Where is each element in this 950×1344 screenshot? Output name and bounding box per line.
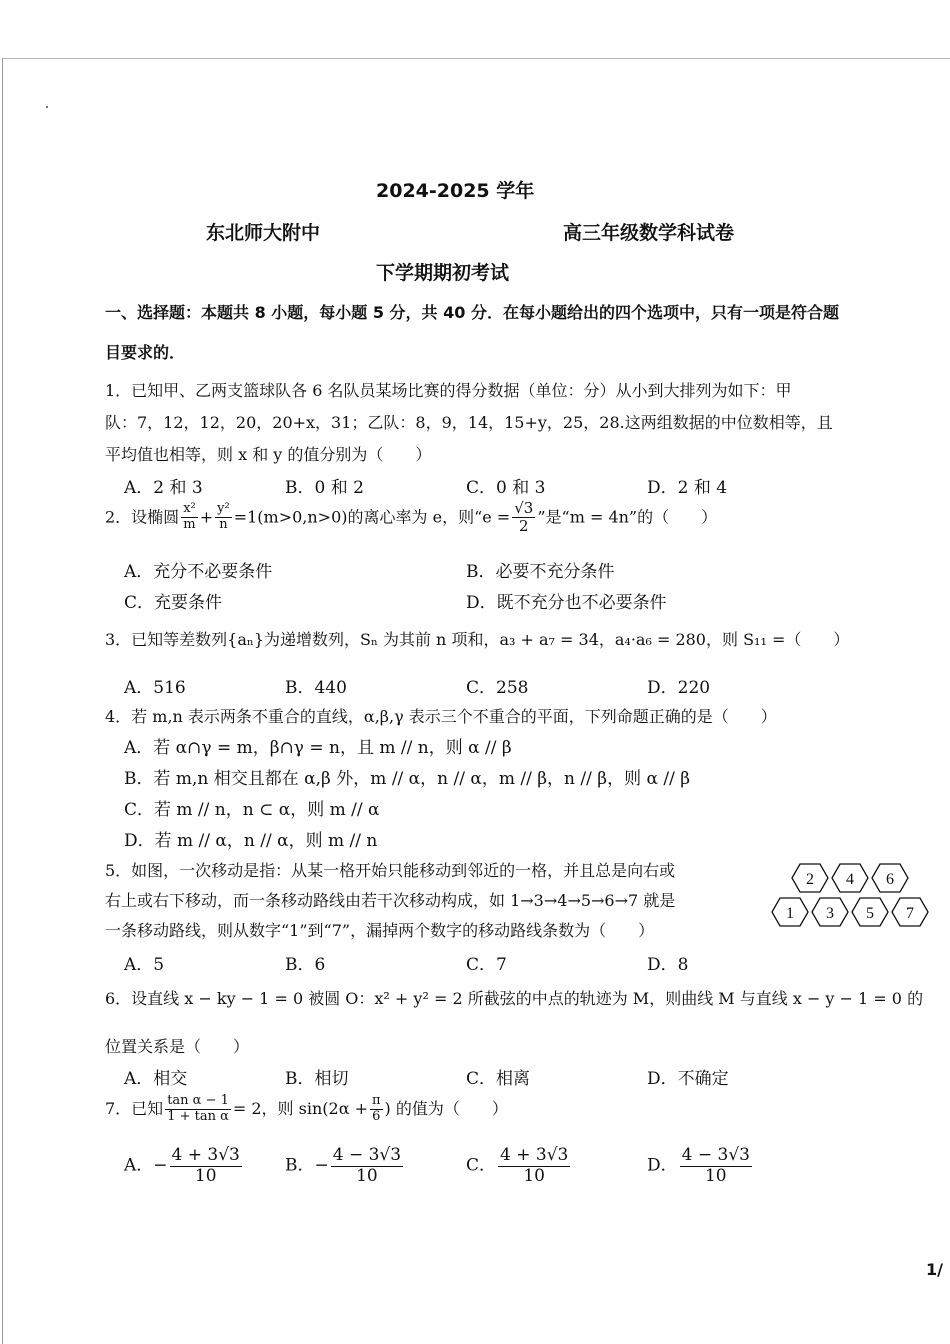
q7-option-b-sign: − <box>314 1155 329 1176</box>
q5-stem-line1: 5．如图，一次移动是指：从某一格开始只能移动到邻近的一格，并且总是向右或 <box>105 861 676 880</box>
q2-option-a[interactable]: A．充分不必要条件 <box>124 562 273 582</box>
q7-option-d-denominator: 10 <box>704 1165 727 1186</box>
q3-option-d[interactable]: D．220 <box>647 678 711 698</box>
q7-option-c-label: C． <box>466 1155 497 1176</box>
q7-option-b-denominator: 10 <box>356 1165 378 1186</box>
q1-option-d[interactable]: D．2 和 4 <box>647 478 728 498</box>
hex-label-5: 5 <box>866 905 874 922</box>
q2-y2: y² <box>217 501 230 517</box>
q1-option-a[interactable]: A．2 和 3 <box>124 478 203 498</box>
q7-option-a[interactable] <box>124 1146 244 1186</box>
q2-n: n <box>219 517 228 533</box>
scan-speck <box>46 106 48 108</box>
top-margin <box>0 0 950 58</box>
q7-tan-numerator: tan α − 1 <box>167 1093 229 1108</box>
q7-option-a-denominator: 10 <box>194 1165 217 1186</box>
q5-stem-line3: 一条移动路线，则从数字“1”到“7”，漏掉两个数字的移动路线条数为（ ） <box>105 921 655 940</box>
q5-option-d[interactable]: D．8 <box>647 955 689 975</box>
q3-option-c[interactable]: C．258 <box>466 678 529 698</box>
q6-option-b[interactable]: B．相切 <box>285 1069 349 1089</box>
q5-option-c[interactable]: C．7 <box>466 955 507 975</box>
q2-fraction-y <box>215 502 232 533</box>
q7-stem-intro: 7．已知 <box>105 1098 164 1118</box>
q7-option-b-fraction <box>331 1146 403 1186</box>
q7-option-d-fraction <box>680 1146 752 1186</box>
q1-stem-line1: 1．已知甲、乙两支篮球队各 6 名队员某场比赛的得分数据（单位：分）从小到大排列为如下：甲 <box>105 381 792 400</box>
q7-option-a-sign: − <box>153 1155 168 1176</box>
exam-term: 下学期期初考试 <box>376 262 510 284</box>
q6-option-a[interactable]: A．相交 <box>124 1069 188 1089</box>
q7-option-b[interactable] <box>285 1146 405 1186</box>
q3-stem: 3．已知等差数列{aₙ}为递增数列，Sₙ 为其前 n 项和，a₃ + a₇ = 34，a₄·a₆ = 280，则 S₁₁ =（ ） <box>105 630 850 649</box>
exam-year: 2024-2025 学年 <box>376 180 535 202</box>
q2-two: 2 <box>519 517 529 536</box>
q2-stem-intro: 2．设椭圆 <box>105 507 180 527</box>
q2-stem-tail: ”是“m = 4n”的（ ） <box>537 507 718 527</box>
q1-stem-line2: 队：7，12，12，20，20+x，31；乙队：8，9，14，15+y，25，28.这两组数据的中位数相等，且 <box>105 413 833 432</box>
q7-six: 6 <box>372 1108 381 1124</box>
q7-option-c-fraction <box>498 1146 570 1186</box>
q7-stem-tail: ) 的值为（ ） <box>384 1098 508 1118</box>
q7-option-a-label: A． <box>124 1155 154 1176</box>
q7-pi: π <box>372 1093 381 1108</box>
q7-option-d[interactable] <box>647 1146 754 1186</box>
q4-option-b[interactable]: B．若 m,n 相交且都在 α,β 外，m // α，n // α，m // β，n // β，则 α // β <box>124 769 691 789</box>
q7-tan-denominator: 1 + tan α <box>167 1108 229 1124</box>
q1-option-c[interactable]: C．0 和 3 <box>466 478 546 498</box>
q6-stem-line1: 6．设直线 x − ky − 1 = 0 被圆 O：x² + y² = 2 所截弦的中点的轨迹为 M，则曲线 M 与直线 x − y − 1 = 0 的 <box>105 989 924 1008</box>
hex-label-1: 1 <box>786 905 794 922</box>
q2-fraction-x <box>181 502 198 533</box>
q5-option-a[interactable]: A．5 <box>124 955 165 975</box>
hex-label-4: 4 <box>846 871 854 888</box>
q2-m: m <box>183 517 196 533</box>
q4-option-c[interactable]: C．若 m // n，n ⊂ α，则 m // α <box>124 800 380 820</box>
q7-option-b-label: B． <box>285 1155 315 1176</box>
school-name: 东北师大附中 <box>206 222 321 244</box>
q3-option-b[interactable]: B．440 <box>285 678 347 698</box>
q7-option-b-numerator: 4 − 3√3 <box>332 1145 402 1165</box>
q3-option-a[interactable]: A．516 <box>124 678 186 698</box>
q7-option-c[interactable] <box>466 1146 572 1186</box>
hex-label-6: 6 <box>886 871 894 888</box>
q7-option-a-fraction <box>170 1146 242 1186</box>
q2-stem <box>105 500 717 536</box>
q1-option-b[interactable]: B．0 和 2 <box>285 478 364 498</box>
q2-fraction-e <box>512 500 535 536</box>
exam-subject: 高三年级数学科试卷 <box>563 222 735 244</box>
q4-option-a[interactable]: A．若 α∩γ = m，β∩γ = n，且 m // n，则 α // β <box>124 738 512 758</box>
hex-label-7: 7 <box>906 905 914 922</box>
q7-option-d-numerator: 4 − 3√3 <box>681 1145 750 1165</box>
page-number: 1/ <box>926 1260 943 1279</box>
q6-stem-line2: 位置关系是（ ） <box>105 1037 250 1056</box>
hex-label-2: 2 <box>806 871 814 888</box>
hex-label-3: 3 <box>826 905 834 922</box>
q2-sqrt3: √3 <box>514 499 534 517</box>
section-heading: 一、选择题：本题共 8 小题，每小题 5 分，共 40 分．在每小题给出的四个选项中，只有一项是符合题 <box>105 303 839 322</box>
q7-stem-mid: = 2，则 sin(2α + <box>232 1098 368 1118</box>
q7-option-d-label: D． <box>647 1155 678 1176</box>
q2-option-d[interactable]: D．既不充分也不必要条件 <box>466 593 667 613</box>
q4-option-d[interactable]: D．若 m // α，n // α，则 m // n <box>124 831 378 851</box>
q2-plus: + <box>199 507 214 527</box>
q7-option-c-denominator: 10 <box>523 1165 545 1186</box>
q7-fraction-tan <box>165 1094 231 1125</box>
q6-option-d[interactable]: D．不确定 <box>647 1069 729 1089</box>
q2-x2: x² <box>183 501 196 517</box>
q7-option-c-numerator: 4 + 3√3 <box>500 1145 569 1165</box>
q7-option-a-numerator: 4 + 3√3 <box>171 1145 240 1165</box>
q1-stem-line3: 平均值也相等，则 x 和 y 的值分别为（ ） <box>105 445 432 464</box>
q6-option-c[interactable]: C．相离 <box>466 1069 531 1089</box>
q5-stem-line2: 右上或右下移动，而一条移动路线由若干次移动构成，如 1→3→4→5→6→7 就是 <box>105 891 676 910</box>
q2-option-b[interactable]: B．必要不充分条件 <box>466 562 615 582</box>
q7-stem <box>105 1094 508 1125</box>
section-heading-cont: 目要求的． <box>105 343 186 362</box>
q2-option-c[interactable]: C．充要条件 <box>124 593 223 613</box>
q4-stem: 4．若 m,n 表示两条不重合的直线，α,β,γ 表示三个不重合的平面，下列命题正确的是（ ） <box>105 707 777 726</box>
q7-fraction-pi <box>370 1094 383 1125</box>
q2-condition: =1(m>0,n>0)的离心率为 e，则“e = <box>233 507 511 527</box>
q5-option-b[interactable]: B．6 <box>285 955 326 975</box>
q5-hexagon-figure <box>768 852 938 936</box>
